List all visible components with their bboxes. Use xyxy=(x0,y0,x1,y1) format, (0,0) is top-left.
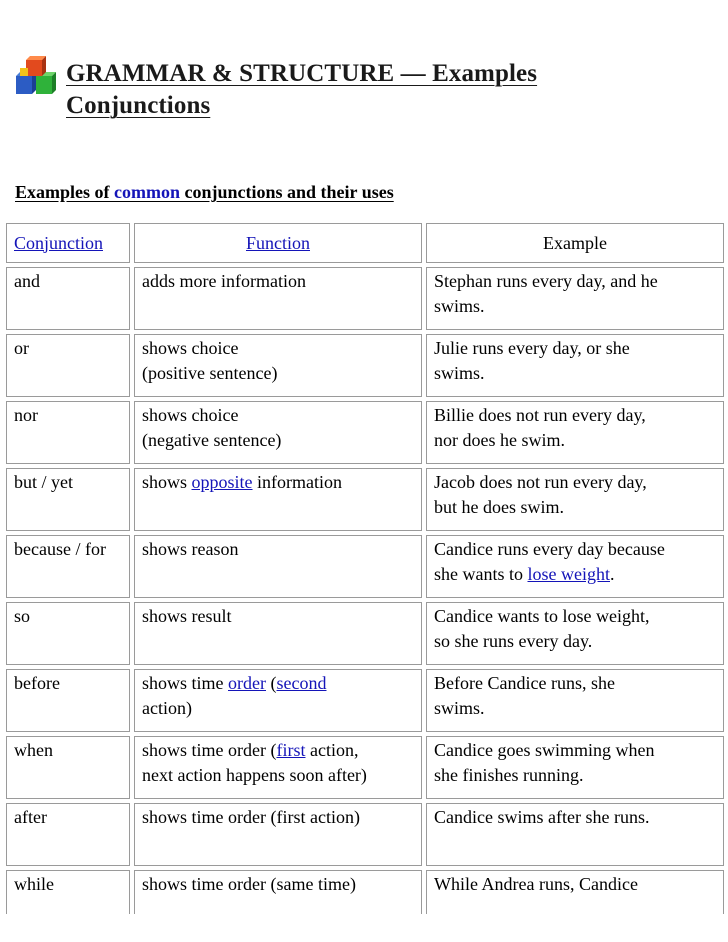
function-cell xyxy=(134,535,422,598)
table-row xyxy=(6,468,724,531)
inline-link[interactable]: second xyxy=(276,673,327,693)
function-cell-line xyxy=(142,336,414,361)
function-cell-line xyxy=(142,361,414,386)
function-cell-line xyxy=(142,428,414,453)
example-cell xyxy=(426,334,724,397)
column-header-example: Example xyxy=(426,223,724,263)
cell-text: Before Candice runs, she xyxy=(434,673,615,693)
cell-text: shows choice xyxy=(142,338,239,358)
conjunction-cell: before xyxy=(6,669,130,732)
table-row xyxy=(6,401,724,464)
table-row xyxy=(6,267,724,330)
example-cell xyxy=(426,870,724,914)
cell-text: swims. xyxy=(434,698,485,718)
cell-text: shows time xyxy=(142,673,229,693)
inline-link[interactable]: first xyxy=(276,740,306,760)
cell-text: she finishes running. xyxy=(434,765,584,785)
example-cell-line xyxy=(434,629,716,654)
conjunction-cell: when xyxy=(6,736,130,799)
cell-text: action, xyxy=(305,740,359,760)
subtitle-prefix: Examples of xyxy=(15,182,114,202)
function-cell-line xyxy=(142,604,414,629)
table-row xyxy=(6,736,724,799)
column-header-function[interactable] xyxy=(134,223,422,263)
table-header-row xyxy=(6,223,724,263)
cell-text: Candice wants to lose weight, xyxy=(434,606,650,626)
function-cell-line xyxy=(142,872,414,897)
table-row xyxy=(6,334,724,397)
cell-text: ( xyxy=(266,673,277,693)
cell-text: Jacob does not run every day, xyxy=(434,472,647,492)
function-cell-line xyxy=(142,671,414,696)
example-cell xyxy=(426,602,724,665)
cell-text: so she runs every day. xyxy=(434,631,593,651)
example-cell-line xyxy=(434,805,716,830)
example-cell-line xyxy=(434,537,716,562)
example-cell-line xyxy=(434,495,716,520)
example-cell-line xyxy=(434,604,716,629)
example-cell xyxy=(426,535,724,598)
conjunctions-table-wrapper xyxy=(2,219,728,918)
example-cell-line xyxy=(434,671,716,696)
cell-text: Billie does not run every day, xyxy=(434,405,646,425)
cell-text: shows time order (same time) xyxy=(142,874,356,894)
cell-text: While Andrea runs, Candice xyxy=(434,874,638,894)
function-cell-line xyxy=(142,269,414,294)
conjunction-cell: so xyxy=(6,602,130,665)
function-cell xyxy=(134,669,422,732)
function-cell xyxy=(134,870,422,914)
cell-text: shows xyxy=(142,472,192,492)
function-cell xyxy=(134,602,422,665)
example-cell-line xyxy=(434,470,716,495)
function-cell xyxy=(134,468,422,531)
example-cell xyxy=(426,401,724,464)
conjunction-cell: and xyxy=(6,267,130,330)
conjunction-cell: after xyxy=(6,803,130,866)
table-row xyxy=(6,602,724,665)
function-cell xyxy=(134,736,422,799)
page-title-line-1: GRAMMAR & STRUCTURE — Examples xyxy=(66,60,538,87)
function-cell-line xyxy=(142,696,414,721)
cell-text: Candice goes swimming when xyxy=(434,740,655,760)
function-cell-line xyxy=(142,537,414,562)
cell-text: shows reason xyxy=(142,539,239,559)
example-cell-line xyxy=(434,403,716,428)
cell-text: shows result xyxy=(142,606,232,626)
table-row xyxy=(6,803,724,866)
conjunction-cell: because / for xyxy=(6,535,130,598)
subtitle-keyword-link[interactable]: common xyxy=(114,182,180,202)
cell-text: swims. xyxy=(434,296,485,316)
cell-text: Stephan runs every day, and he xyxy=(434,271,658,291)
toy-blocks-icon xyxy=(14,54,60,96)
example-cell-line xyxy=(434,269,716,294)
inline-link[interactable]: order xyxy=(228,673,266,693)
example-cell-line xyxy=(434,872,716,897)
cell-text: shows time order (first action) xyxy=(142,807,360,827)
function-cell xyxy=(134,401,422,464)
example-cell-line xyxy=(434,428,716,453)
example-cell-line xyxy=(434,336,716,361)
function-cell-line xyxy=(142,805,414,830)
table-row xyxy=(6,870,724,914)
cell-text: Julie runs every day, or she xyxy=(434,338,630,358)
cell-text: action) xyxy=(142,698,192,718)
conjunction-cell: while xyxy=(6,870,130,914)
example-cell-line xyxy=(434,562,716,587)
cell-text: (positive sentence) xyxy=(142,363,278,383)
table-body xyxy=(6,267,724,914)
function-cell xyxy=(134,267,422,330)
example-cell-line xyxy=(434,738,716,763)
function-cell xyxy=(134,803,422,866)
cell-text: shows time order ( xyxy=(142,740,277,760)
cell-text: but he does swim. xyxy=(434,497,564,517)
cell-text: swims. xyxy=(434,363,485,383)
cell-text: adds more information xyxy=(142,271,306,291)
example-cell xyxy=(426,803,724,866)
conjunction-cell: nor xyxy=(6,401,130,464)
table-row xyxy=(6,669,724,732)
conjunction-cell: but / yet xyxy=(6,468,130,531)
cell-text: shows choice xyxy=(142,405,239,425)
example-cell-line xyxy=(434,763,716,788)
function-cell-line xyxy=(142,738,414,763)
conjunction-header-link[interactable]: Conjunction xyxy=(14,232,103,253)
function-cell xyxy=(134,334,422,397)
function-header-link[interactable]: Function xyxy=(245,232,310,253)
example-cell xyxy=(426,267,724,330)
conjunction-cell: or xyxy=(6,334,130,397)
example-cell-line xyxy=(434,361,716,386)
section-subtitle xyxy=(15,180,394,204)
page-title-line-2: Conjunctions xyxy=(66,92,211,119)
inline-link[interactable]: lose weight xyxy=(527,564,610,584)
cell-text: (negative sentence) xyxy=(142,430,282,450)
function-cell-line xyxy=(142,403,414,428)
example-cell xyxy=(426,736,724,799)
column-header-conjunction[interactable] xyxy=(6,223,130,263)
example-cell xyxy=(426,468,724,531)
cell-text: next action happens soon after) xyxy=(142,765,367,785)
conjunctions-table xyxy=(2,219,728,918)
cell-text: Candice runs every day because xyxy=(434,539,665,559)
cell-text: nor does he swim. xyxy=(434,430,565,450)
cell-text: information xyxy=(252,472,342,492)
table-row xyxy=(6,535,724,598)
cell-text: . xyxy=(610,564,615,584)
cell-text: she wants to xyxy=(434,564,528,584)
function-cell-line xyxy=(142,470,414,495)
page-title xyxy=(66,58,537,122)
inline-link[interactable]: opposite xyxy=(191,472,253,492)
function-cell-line xyxy=(142,763,414,788)
example-cell xyxy=(426,669,724,732)
cell-text: Candice swims after she runs. xyxy=(434,807,650,827)
example-cell-line xyxy=(434,696,716,721)
subtitle-suffix: conjunctions and their uses xyxy=(180,182,394,202)
example-cell-line xyxy=(434,294,716,319)
